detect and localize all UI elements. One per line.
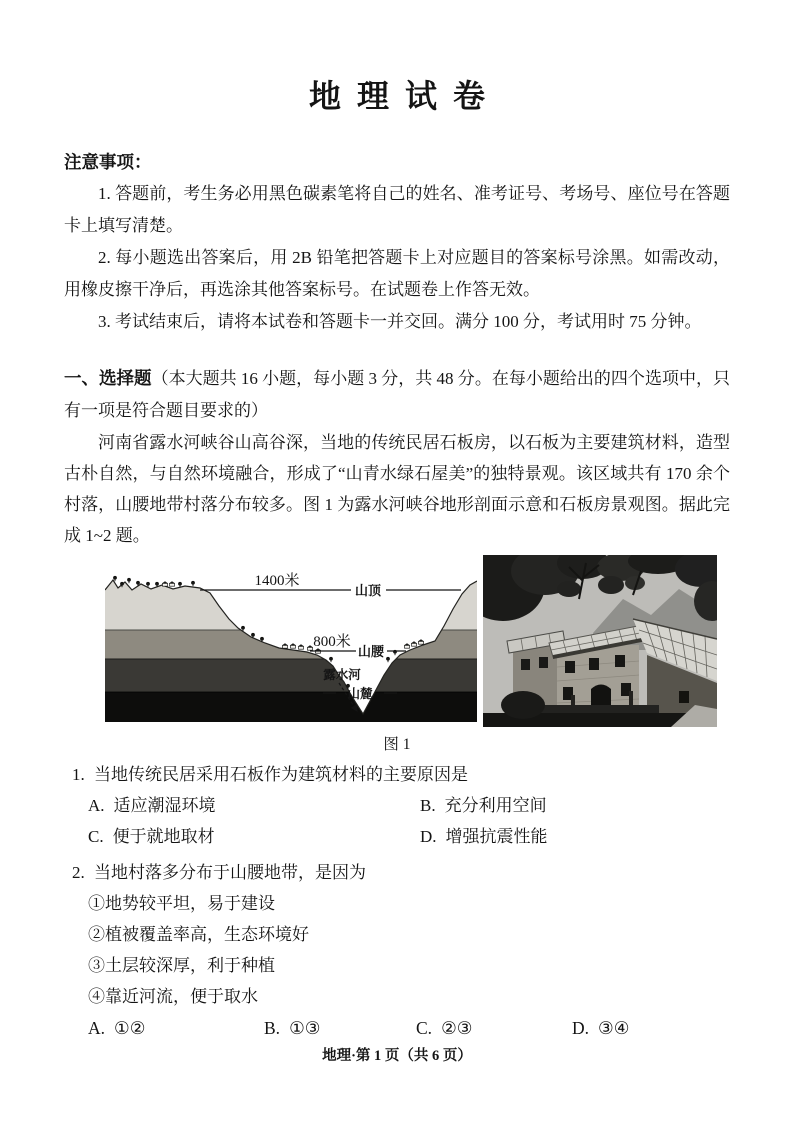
page-title: 地理试卷 (308, 78, 501, 114)
option-a-text: ①② (114, 1018, 146, 1038)
option-a (88, 790, 420, 821)
question-1 (72, 760, 730, 852)
notice-item-1: 1. 答题前，考生务必用黑色碳素笔将自己的姓名、准考证号、考场号、座位号在答题卡上填写清楚。 (64, 184, 730, 235)
question-1-number: 1. (72, 765, 85, 784)
question-2-stem: 当地村落多分布于山腰地带，是因为 (94, 863, 366, 882)
option-c (416, 1012, 572, 1044)
option-a-text: 适应潮湿环境 (113, 796, 216, 815)
notice-item-2: 2. 每小题选出答案后，用 2B 铅笔把答题卡上对应题目的答案标号涂黑。如需改动，用橡皮擦干净后，再选涂其他答案标号。在试题卷上作答无效。 (64, 248, 730, 299)
river-label: 露水河 (323, 668, 361, 682)
option-b (420, 790, 730, 821)
question-1-stem: 当地传统民居采用石板作为建筑材料的主要原因是 (94, 765, 468, 784)
option-b (264, 1012, 416, 1044)
question-2 (72, 858, 730, 1044)
option-c-label: C. (416, 1018, 433, 1038)
hillside-label: 山腰 (357, 644, 385, 659)
option-b-text: ①③ (289, 1018, 321, 1038)
notice-item-3: 3. 考试结束后，请将本试卷和答题卡一并交回。满分 100 分，考试用时 75 分钟。 (98, 312, 702, 331)
option-b-text: 充分利用空间 (444, 796, 547, 815)
option-a-label: A. (88, 796, 105, 815)
foothill-label: 山麓 (347, 687, 373, 701)
figure-panel (64, 555, 730, 756)
option-b-label: B. (264, 1018, 281, 1038)
statement-3: ③土层较深厚，利于种植 (88, 956, 275, 975)
option-c-text: ②③ (441, 1018, 473, 1038)
option-c-label: C. (88, 827, 104, 846)
notice-heading: 注意事项： (64, 152, 152, 172)
figure-caption: 图 1 (383, 736, 411, 753)
option-d-text: ③④ (598, 1018, 630, 1038)
terrain-diagram-wrap (105, 562, 477, 727)
question-2-options (88, 1012, 730, 1044)
elevation-800-label: 800米 (313, 634, 351, 650)
stone-house-photo (483, 555, 717, 727)
option-c-text: 便于就地取材 (112, 827, 215, 846)
option-a-label: A. (88, 1018, 106, 1038)
terrain-diagram (105, 562, 477, 722)
statement-4: ④靠近河流，便于取水 (88, 987, 258, 1006)
option-d-label: D. (572, 1018, 590, 1038)
section-title: 一、选择题 (64, 368, 152, 388)
question-1-options (88, 790, 730, 852)
elevation-1400-label: 1400米 (254, 573, 300, 589)
peak-label: 山顶 (354, 583, 382, 598)
stone-house-photo-wrap (483, 555, 717, 732)
question-2-number: 2. (72, 863, 85, 882)
option-b-label: B. (420, 796, 436, 815)
option-d (572, 1012, 730, 1044)
option-d-text: 增强抗震性能 (445, 827, 548, 846)
option-d-label: D. (420, 827, 437, 846)
section-heading (64, 362, 730, 427)
statement-1: ①地势较平坦，易于建设 (88, 894, 275, 913)
option-d (420, 821, 730, 852)
statement-2: ②植被覆盖率高，生态环境好 (88, 925, 309, 944)
option-c (88, 821, 420, 852)
option-a (88, 1012, 264, 1044)
page-footer: 地理·第 1 页（共 6 页） (322, 1048, 472, 1064)
section-intro: 河南省露水河峡谷山高谷深，当地的传统民居石板房，以石板为主要建筑材料，造型古朴自然，与自然环境融合，形成了“山青水绿石屋美”的独特景观。该区域共有 170 余个村落，山腰地带村落分布较多。图 1 为露水河峡谷地形剖面示意和石板房景观图。据此完成 1~2 题。 (64, 433, 730, 545)
section-subtitle: （本大题共 16 小题，每小题 3 分，共 48 分。在每小题给出的四个选项中，只有一项是符合题目要求的） (64, 369, 730, 420)
